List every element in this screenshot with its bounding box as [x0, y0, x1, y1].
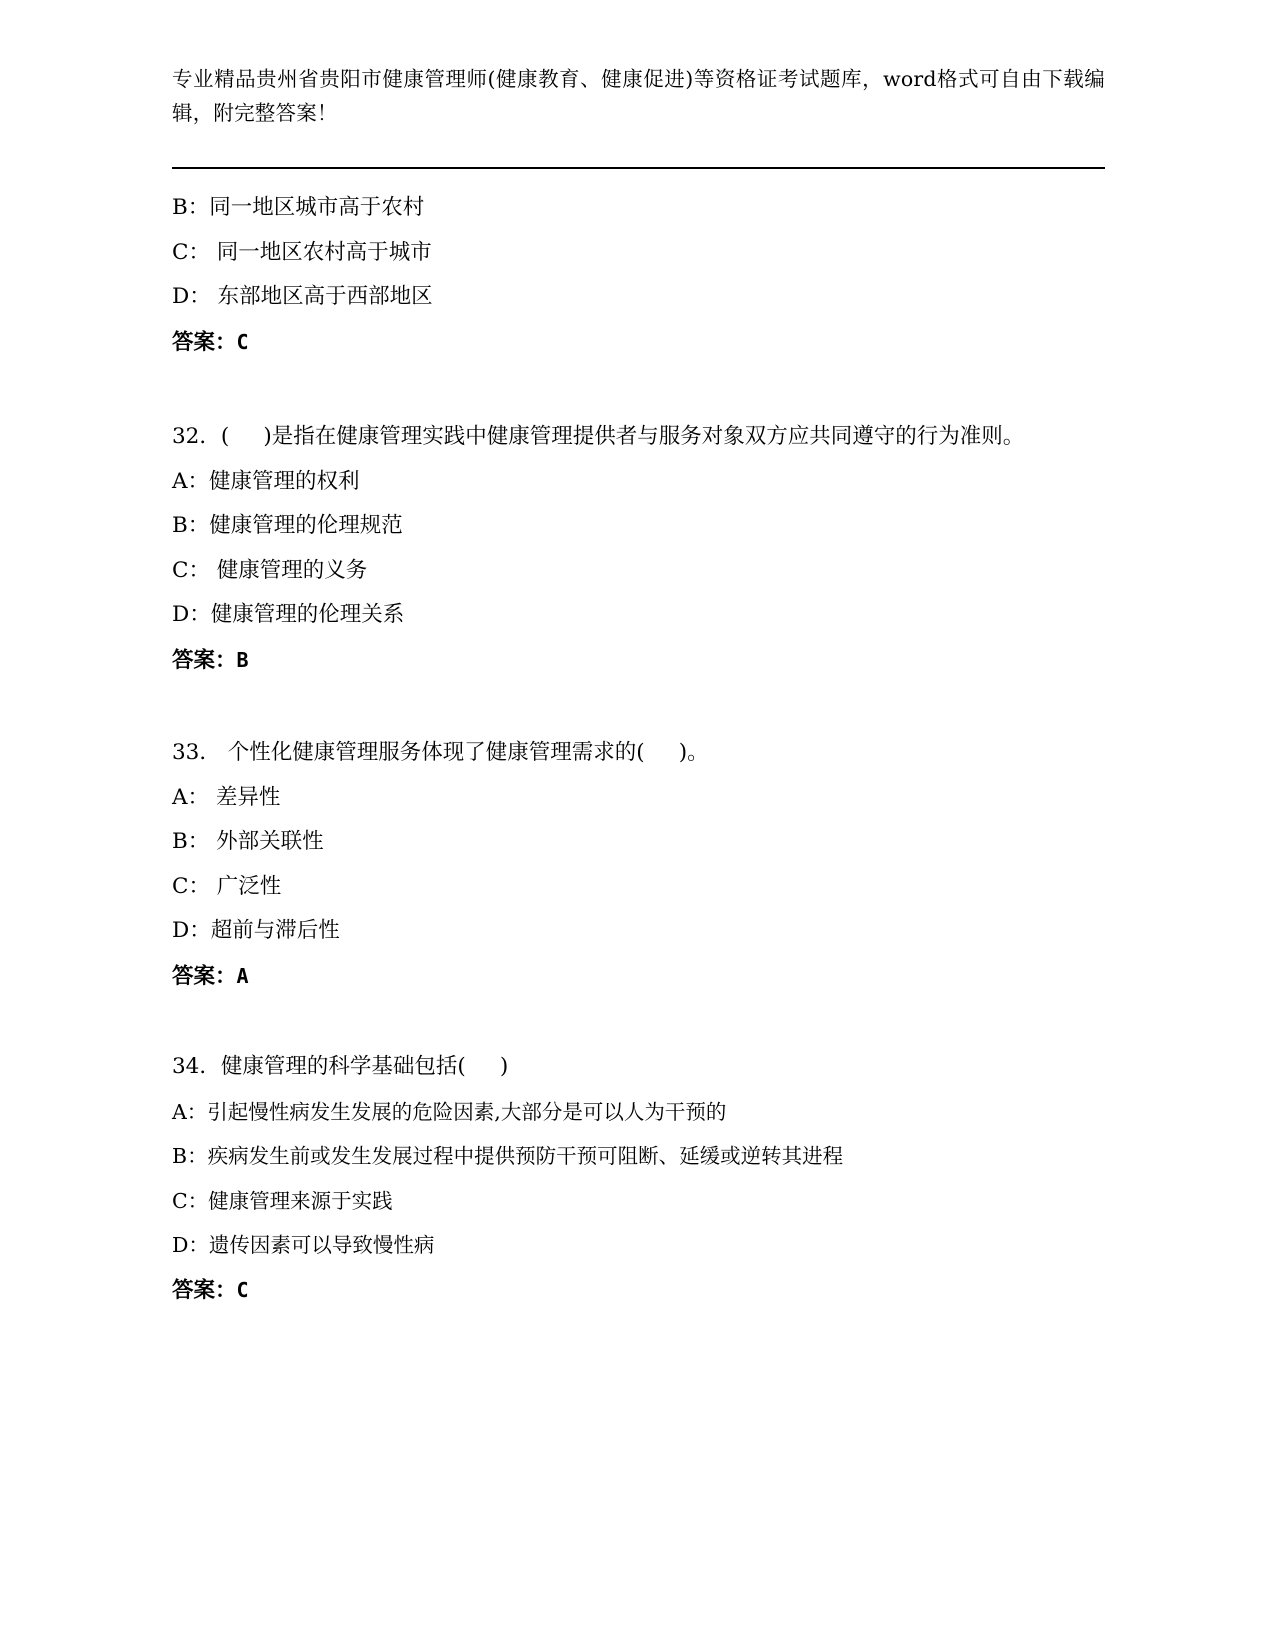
option-item: A：健康管理的权利 [172, 468, 360, 494]
block-spacer [172, 365, 1105, 415]
answer-line [172, 954, 1105, 1000]
answer-label: 答案： [172, 647, 237, 673]
answer-line [172, 1268, 1105, 1314]
answer-label: 答案： [172, 963, 237, 989]
option-item: B：同一地区城市高于农村 [172, 195, 425, 220]
page-header: 专业精品贵州省贵阳市健康管理师(健康教育、健康促进)等资格证考试题库，word格式可自由下载编辑，附完整答案！ [172, 67, 1105, 125]
question-block-33 [172, 731, 1105, 999]
answer-value: B [236, 647, 249, 672]
option-item: C： 广泛性 [172, 873, 282, 899]
block-spacer [172, 683, 1105, 731]
block-spacer [172, 999, 1105, 1045]
document-body [172, 186, 1105, 1313]
question-stem: 34．健康管理的科学基础包括( ) [172, 1054, 509, 1079]
option-item: D：遗传因素可以导致慢性病 [172, 1233, 435, 1257]
answer-label: 答案： [172, 329, 237, 355]
option-item: C： 同一地区农村高于城市 [172, 239, 432, 265]
question-stem: 33． 个性化健康管理服务体现了健康管理需求的( )。 [172, 740, 709, 765]
answer-line [172, 320, 1105, 366]
question-stem: 32．( )是指在健康管理实践中健康管理提供者与服务对象双方应共同遵守的行为准则。 [172, 424, 1025, 449]
option-item: B： 外部关联性 [172, 829, 324, 854]
answer-line [172, 638, 1105, 684]
answer-value: A [236, 963, 249, 988]
option-item: B：健康管理的伦理规范 [172, 513, 403, 538]
answer-label: 答案： [172, 1277, 237, 1303]
option-item: A： 差异性 [172, 784, 281, 810]
option-item: C：健康管理来源于实践 [172, 1188, 393, 1213]
option-item: D：健康管理的伦理关系 [172, 602, 405, 627]
option-item: D： 东部地区高于西部地区 [172, 284, 433, 309]
option-item: A：引起慢性病发生发展的危险因素,大部分是可以人为干预的 [172, 1099, 727, 1124]
answer-value: C [236, 1277, 249, 1302]
answer-value: C [236, 329, 249, 354]
question-block-34 [172, 1045, 1105, 1313]
option-item: D：超前与滞后性 [172, 918, 340, 943]
question-block-32 [172, 415, 1105, 683]
option-item: C： 健康管理的义务 [172, 557, 368, 583]
carryover-question-block [172, 186, 1105, 365]
header-divider [172, 167, 1105, 169]
option-item: B：疾病发生前或发生发展过程中提供预防干预可阻断、延缓或逆转其进程 [172, 1144, 844, 1168]
